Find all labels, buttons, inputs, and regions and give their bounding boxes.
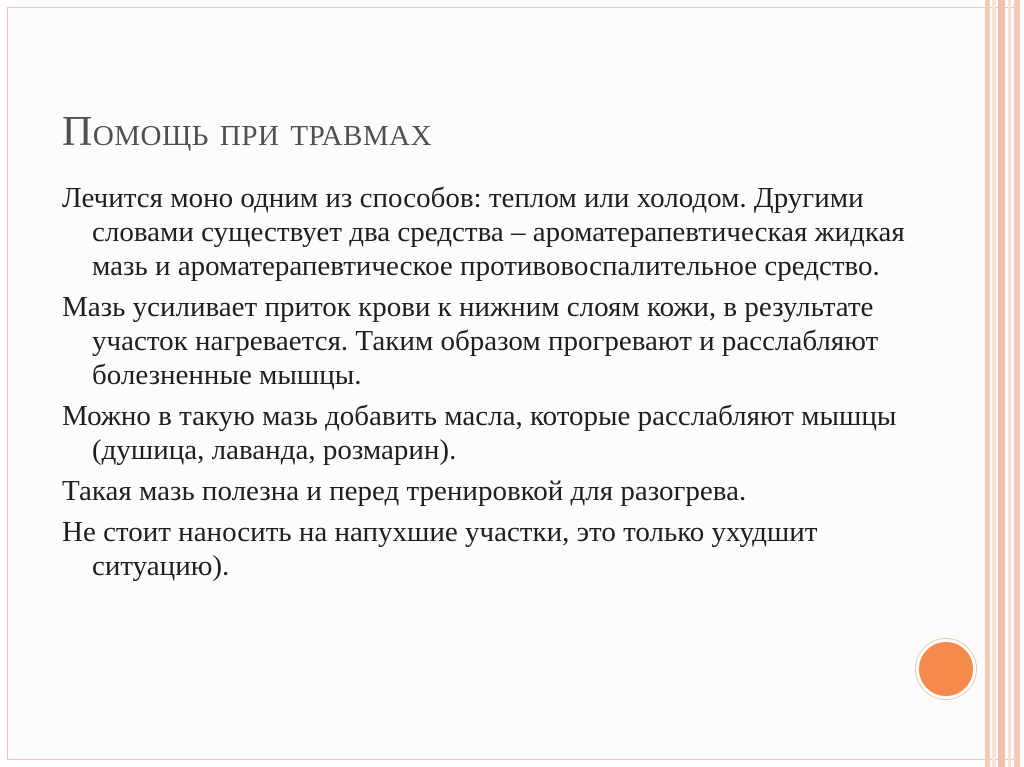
decorative-stripe xyxy=(1008,0,1011,767)
slide-title: Помощь при травмах xyxy=(62,109,433,155)
decorative-circle-icon xyxy=(916,639,976,699)
decorative-stripe xyxy=(985,0,990,767)
body-paragraph: Лечится моно одним из способов: теплом или холодом. Другими словами существует два средства – ароматерапевтическая жидкая мазь и ароматерапевтическое противовоспалительное средство. xyxy=(62,182,905,282)
body-paragraph: Не стоит наносить на напухшие участки, это только ухудшит ситуацию). xyxy=(62,516,818,582)
decorative-stripe xyxy=(992,0,996,767)
slide-body xyxy=(62,181,922,590)
decorative-stripe xyxy=(1014,0,1020,767)
body-paragraph: Можно в такую мазь добавить масла, которые расслабляют мышцы (душица, лаванда, розмарин). xyxy=(62,400,897,466)
body-paragraph: Такая мазь полезна и перед тренировкой для разогрева. xyxy=(62,475,747,507)
body-paragraph: Мазь усиливает приток крови к нижним слоям кожи, в результате участок нагревается. Таким образом прогревают и расслабляют болезненные мышцы. xyxy=(62,291,879,391)
decorative-stripe xyxy=(998,0,1005,767)
